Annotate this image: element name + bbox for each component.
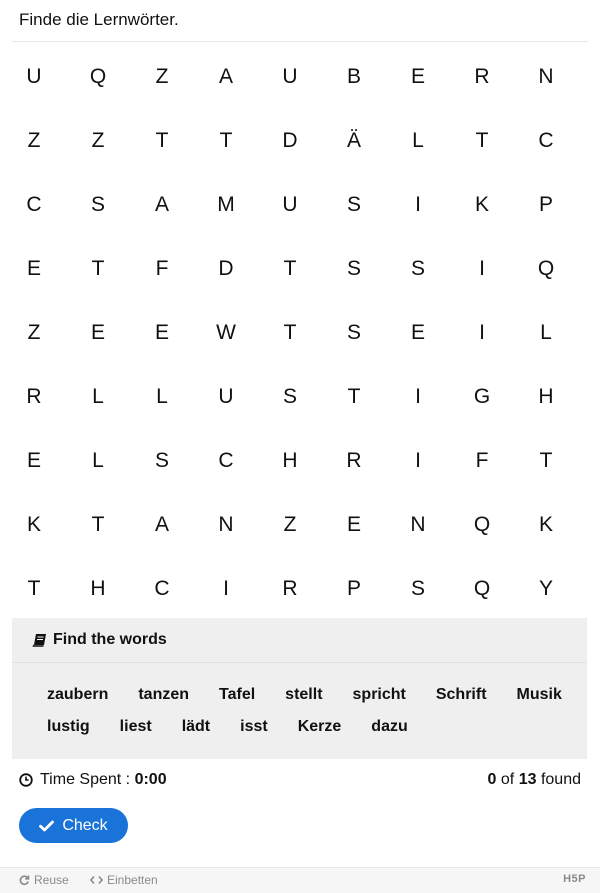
word-list xyxy=(12,663,587,743)
grid-cell[interactable]: L xyxy=(412,129,424,152)
grid-cell[interactable]: U xyxy=(282,65,298,88)
grid-cell[interactable]: R xyxy=(282,577,298,600)
grid-cell[interactable]: C xyxy=(26,193,42,216)
grid-cell[interactable]: R xyxy=(346,449,362,472)
word-item: dazu xyxy=(371,718,408,735)
word-item: lustig xyxy=(47,718,90,735)
grid-row xyxy=(2,429,578,493)
grid-cell[interactable]: G xyxy=(473,385,491,408)
grid-cell[interactable]: P xyxy=(346,577,361,600)
embed-label: Einbetten xyxy=(107,873,158,887)
grid-cell[interactable]: S xyxy=(346,257,361,280)
grid-cell[interactable]: T xyxy=(539,449,553,472)
grid-cell[interactable]: T xyxy=(91,513,105,536)
grid-cell[interactable]: U xyxy=(282,193,298,216)
grid-cell[interactable]: E xyxy=(410,321,425,344)
words-panel-title: Find the words xyxy=(53,631,167,648)
grid-cell[interactable]: T xyxy=(475,129,489,152)
grid-row xyxy=(2,237,578,301)
grid-row xyxy=(2,365,578,429)
word-item: spricht xyxy=(352,686,406,703)
grid-cell[interactable]: L xyxy=(540,321,552,344)
divider xyxy=(12,41,588,42)
grid-row xyxy=(2,301,578,365)
grid-cell[interactable]: Z xyxy=(27,129,41,152)
word-item: Kerze xyxy=(297,718,342,735)
grid-cell[interactable]: S xyxy=(410,257,425,280)
letter-grid[interactable] xyxy=(2,45,578,621)
word-item: lädt xyxy=(181,718,211,735)
word-item: liest xyxy=(119,718,152,735)
grid-cell[interactable]: L xyxy=(92,385,104,408)
grid-cell[interactable]: T xyxy=(219,129,233,152)
code-icon xyxy=(90,875,103,885)
grid-cell[interactable]: E xyxy=(90,321,105,344)
grid-cell[interactable]: L xyxy=(92,449,104,472)
grid-cell[interactable]: K xyxy=(538,513,553,536)
grid-cell[interactable]: I xyxy=(415,193,421,216)
grid-row xyxy=(2,173,578,237)
grid-cell[interactable]: N xyxy=(410,513,426,536)
checkmark-icon xyxy=(39,820,54,832)
grid-cell[interactable]: E xyxy=(26,257,41,280)
grid-cell[interactable]: Z xyxy=(283,513,297,536)
reuse-link[interactable] xyxy=(18,873,69,887)
grid-cell[interactable]: C xyxy=(538,129,554,152)
grid-cell[interactable]: E xyxy=(410,65,425,88)
grid-cell[interactable]: R xyxy=(474,65,490,88)
grid-cell[interactable]: U xyxy=(26,65,42,88)
word-item: tanzen xyxy=(138,686,190,703)
grid-cell[interactable]: H xyxy=(538,385,554,408)
word-item: Schrift xyxy=(435,686,487,703)
grid-cell[interactable]: H xyxy=(282,449,298,472)
grid-cell[interactable]: S xyxy=(154,449,169,472)
grid-cell[interactable]: Z xyxy=(27,321,41,344)
words-panel-header xyxy=(12,618,587,663)
grid-cell[interactable]: H xyxy=(90,577,106,600)
found-counter xyxy=(488,771,581,789)
grid-cell[interactable]: C xyxy=(154,577,170,600)
found-suffix: found xyxy=(540,771,581,788)
grid-cell[interactable]: Q xyxy=(537,257,555,280)
grid-cell[interactable]: P xyxy=(538,193,553,216)
check-button[interactable] xyxy=(19,808,128,843)
grid-cell[interactable]: E xyxy=(154,321,169,344)
grid-cell[interactable]: N xyxy=(538,65,554,88)
grid-cell[interactable]: Y xyxy=(538,577,553,600)
h5p-logo[interactable]: H5P xyxy=(563,873,586,885)
grid-cell[interactable]: E xyxy=(346,513,361,536)
grid-cell[interactable]: I xyxy=(479,321,485,344)
grid-cell[interactable]: F xyxy=(155,257,169,280)
grid-cell[interactable]: W xyxy=(216,321,236,344)
time-value: 0:00 xyxy=(134,771,167,788)
time-spent xyxy=(19,771,167,789)
grid-cell[interactable]: Z xyxy=(155,65,169,88)
grid-row xyxy=(2,109,578,173)
word-item: Tafel xyxy=(219,686,256,703)
grid-cell[interactable]: M xyxy=(217,193,235,216)
grid-cell[interactable]: L xyxy=(156,385,168,408)
grid-cell[interactable]: S xyxy=(346,321,361,344)
grid-cell[interactable]: I xyxy=(415,385,421,408)
grid-cell[interactable]: S xyxy=(346,193,361,216)
grid-row xyxy=(2,493,578,557)
header xyxy=(0,0,600,42)
book-icon xyxy=(32,633,47,647)
grid-cell[interactable]: S xyxy=(282,385,297,408)
time-label: Time Spent : xyxy=(40,771,131,788)
grid-cell[interactable]: Q xyxy=(473,513,491,536)
grid-row xyxy=(2,45,578,109)
embed-link[interactable] xyxy=(90,873,158,887)
found-count: 0 xyxy=(487,771,497,788)
grid-cell[interactable]: A xyxy=(218,65,233,88)
found-of: of xyxy=(500,771,515,788)
page-title: Finde die Lernwörter. xyxy=(19,10,179,29)
grid-cell[interactable]: R xyxy=(26,385,42,408)
grid-cell[interactable]: I xyxy=(479,257,485,280)
grid-cell[interactable]: I xyxy=(415,449,421,472)
words-panel xyxy=(12,618,587,759)
grid-cell[interactable]: I xyxy=(223,577,229,600)
grid-cell[interactable]: S xyxy=(410,577,425,600)
grid-cell[interactable]: A xyxy=(154,193,169,216)
grid-cell[interactable]: T xyxy=(155,129,169,152)
clock-icon xyxy=(19,773,33,787)
grid-cell[interactable]: S xyxy=(90,193,105,216)
word-item: zaubern xyxy=(47,686,109,703)
word-item: Musik xyxy=(516,686,562,703)
grid-cell[interactable]: Q xyxy=(89,65,107,88)
grid-cell[interactable]: K xyxy=(474,193,489,216)
grid-cell[interactable]: U xyxy=(218,385,234,408)
grid-cell[interactable]: T xyxy=(283,321,297,344)
grid-cell[interactable]: F xyxy=(475,449,489,472)
grid-row xyxy=(2,557,578,621)
found-total: 13 xyxy=(518,771,537,788)
check-label: Check xyxy=(62,816,108,834)
grid-cell[interactable]: B xyxy=(346,65,361,88)
grid-cell[interactable]: K xyxy=(26,513,41,536)
grid-cell[interactable]: T xyxy=(283,257,297,280)
grid-cell[interactable]: T xyxy=(347,385,361,408)
status-bar xyxy=(0,767,600,793)
grid-cell[interactable]: A xyxy=(154,513,169,536)
reuse-icon xyxy=(18,874,30,886)
bottom-bar xyxy=(0,867,600,893)
word-item: stellt xyxy=(285,686,323,703)
word-item: isst xyxy=(240,718,268,735)
grid-cell[interactable]: T xyxy=(91,257,105,280)
grid-cell[interactable]: Ä xyxy=(346,129,361,152)
grid-cell[interactable]: D xyxy=(218,257,234,280)
grid-cell[interactable]: E xyxy=(26,449,41,472)
reuse-label: Reuse xyxy=(34,873,69,887)
grid-cell[interactable]: D xyxy=(282,129,298,152)
grid-cell[interactable]: C xyxy=(218,449,234,472)
grid-cell[interactable]: N xyxy=(218,513,234,536)
grid-cell[interactable]: Q xyxy=(473,577,491,600)
grid-cell[interactable]: T xyxy=(27,577,41,600)
grid-cell[interactable]: Z xyxy=(91,129,105,152)
